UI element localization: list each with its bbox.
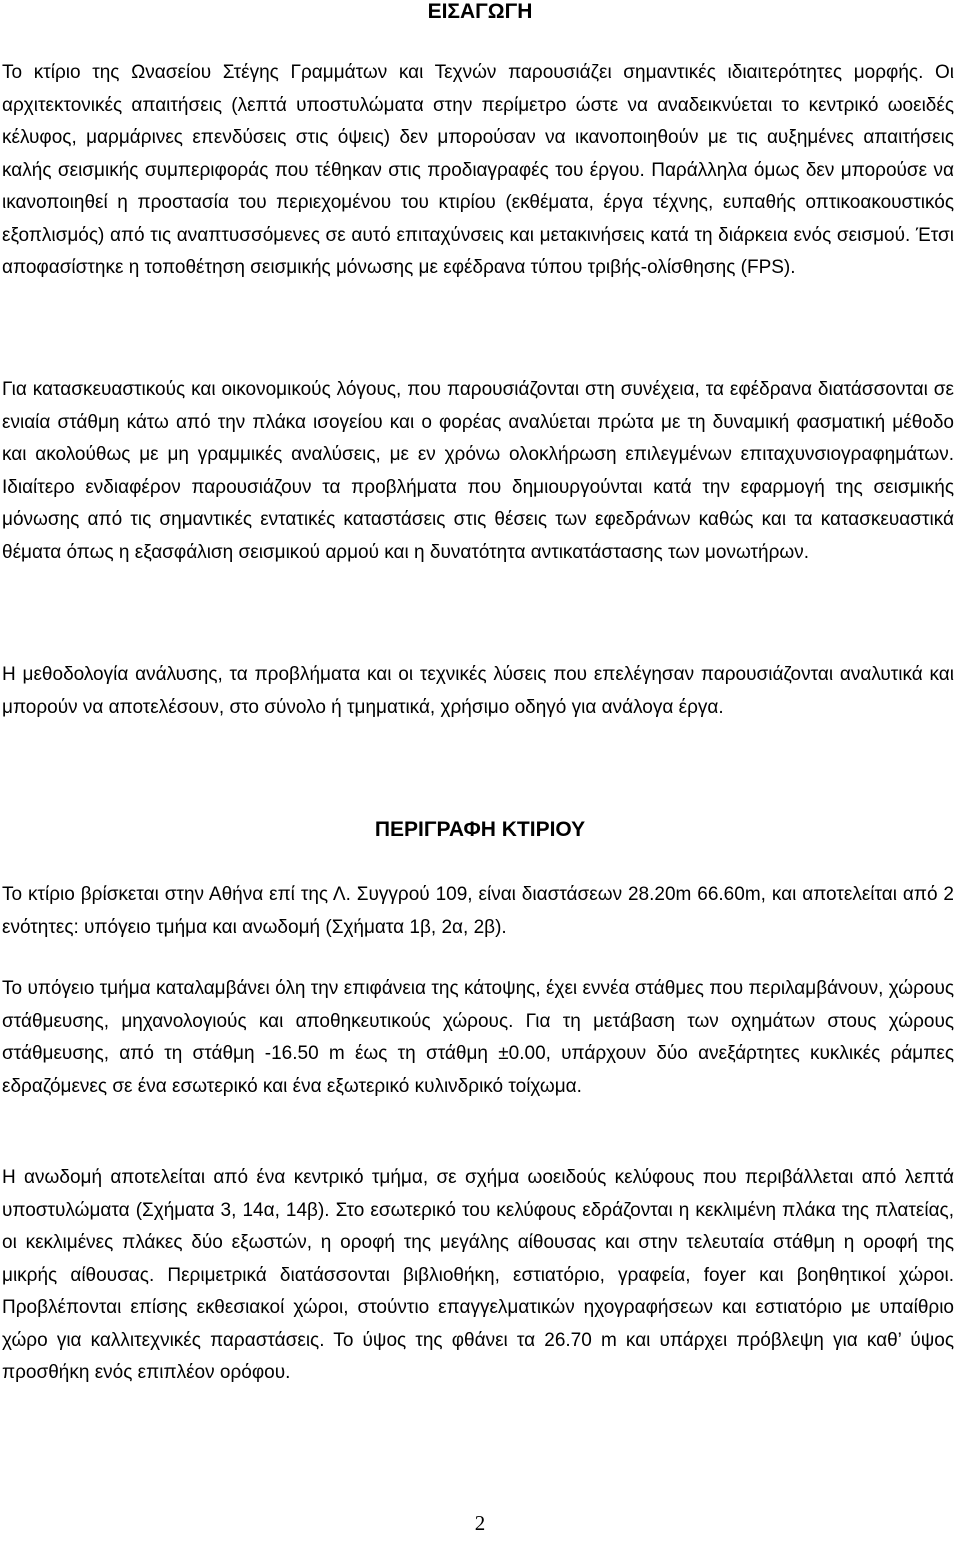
section-heading-introduction: ΕΙΣΑΓΩΓΗ <box>427 0 533 23</box>
intro-paragraph: Η μεθοδολογία ανάλυσης, τα προβλήματα και οι τεχνικές λύσεις που επελέγησαν παρουσιάζονται αναλυτικά και μπορούν να αποτελέσουν, στο σύνολο ή τμηματικά, χρήσιμο οδηγό για ανάλογα έργα. <box>2 664 954 718</box>
intro-paragraph: Το κτίριο της Ωνασείου Στέγης Γραμμάτων και Τεχνών παρουσιάζει σημαντικές ιδιαιτερότητες μορφής. Οι αρχιτεκτονικές απαιτήσεις (λεπτά υποστυλώματα στην περίμετρο ώστε να αναδεικνύεται το κεντρικό ωοειδές κέλυφος, μαρμάρινες επενδύσεις στις όψεις) δεν μπορούσαν να ικανοποιηθούν με τις αυξημένες απαιτήσεις καλής σεισμικής συμπεριφοράς που τέθηκαν στις προδιαγραφές του έργου. Παράλληλα όμως δεν μπορούσε να ικανοποιηθεί η προστασία του περιεχομένου του κτιρίου (εκθέματα, έργα τέχνης, ευπαθής οπτικοακουστικός εξοπλισμός) από τις αναπτυσσόμενες σε αυτό επιταχύνσεις και μετακινήσεις κατά τη διάρκεια ενός σεισμού. Έτσι αποφασίστηκε η τοποθέτηση σεισμικής μόνωσης με εφέδρανα τύπου τριβής-ολίσθησης (FPS). <box>2 62 954 278</box>
description-paragraph: Το υπόγειο τμήμα καταλαμβάνει όλη την επιφάνεια της κάτοψης, έχει εννέα στάθμες που περιλαμβάνουν, χώρους στάθμευσης, μηχανολογιούς και αποθηκευτικούς χώρους. Για τη μετάβαση των οχημάτων στους χώρους στάθμευσης, από τη στάθμη -16.50 m έως τη στάθμη ±0.00, υπάρχουν δύο ανεξάρτητες κυκλικές ράμπες εδραζόμενες σε ένα εσωτερικό και ένα εξωτερικό κυλινδρικό τοίχωμα. <box>2 978 954 1097</box>
description-paragraph: Η ανωδομή αποτελείται από ένα κεντρικό τμήμα, σε σχήμα ωοειδούς κελύφους που περιβάλλεται από λεπτά υποστυλώματα (Σχήματα 3, 14α, 14β). Στο εσωτερικό του κελύφους εδράζονται η κεκλιμένη πλάκα της πλατείας, οι κεκλιμένες πλάκες δύο εξωστών, η οροφή της μεγάλης αίθουσας και στην τελευταία στάθμη η οροφή της μικρής αίθουσας. Περιμετρικά διατάσσονται βιβλιοθήκη, εστιατόριο, γραφεία, foyer και βοηθητικοί χώροι. Προβλέπονται επίσης εκθεσιακοί χώροι, στούντιο επαγγελματικών ηχογραφήσεων και εστιατόριο με υπαίθριο χώρο για καλλιτεχνικές παραστάσεις. Το ύψος της φθάνει τα 26.70 m και υπάρχει πρόβλεψη για καθ’ ύψος προσθήκη ενός επιπλέον ορόφου. <box>2 1167 954 1383</box>
section-heading-building-description: ΠΕΡΙΓΡΑΦΗ ΚΤΙΡΙΟΥ <box>374 818 586 841</box>
description-paragraph: Το κτίριο βρίσκεται στην Αθήνα επί της Λ. Συγγρού 109, είναι διαστάσεων 28.20m 66.60m, και αποτελείται από 2 ενότητες: υπόγειο τμήμα και ανωδομή (Σχήματα 1β, 2α, 2β). <box>2 884 954 938</box>
intro-paragraph: Για κατασκευαστικούς και οικονομικούς λόγους, που παρουσιάζονται στη συνέχεια, τα εφέδρανα διατάσσονται σε ενιαία στάθμη κάτω από την πλάκα ισογείου και ο φορέας αναλύεται πρώτα με τη δυναμική φασματική μέθοδο και ακολούθως με μη γραμμικές αναλύσεις, με εν χρόνω ολοκλήρωση επιλεγμένων επιταχυνσιογραφημάτων. Ιδιαίτερο ενδιαφέρον παρουσιάζουν τα προβλήματα που δημιουργούνται κατά την εφαρμογή της σεισμικής μόνωσης από τις σημαντικές εντατικές καταστάσεις στις θέσεις των εφεδράνων καθώς και τα κατασκευαστικά θέματα όπως η εξασφάλιση σεισμικού αρμού και η δυνατότητα αντικατάστασης των μονωτήρων. <box>2 379 954 563</box>
page-number: 2 <box>474 1511 486 1535</box>
